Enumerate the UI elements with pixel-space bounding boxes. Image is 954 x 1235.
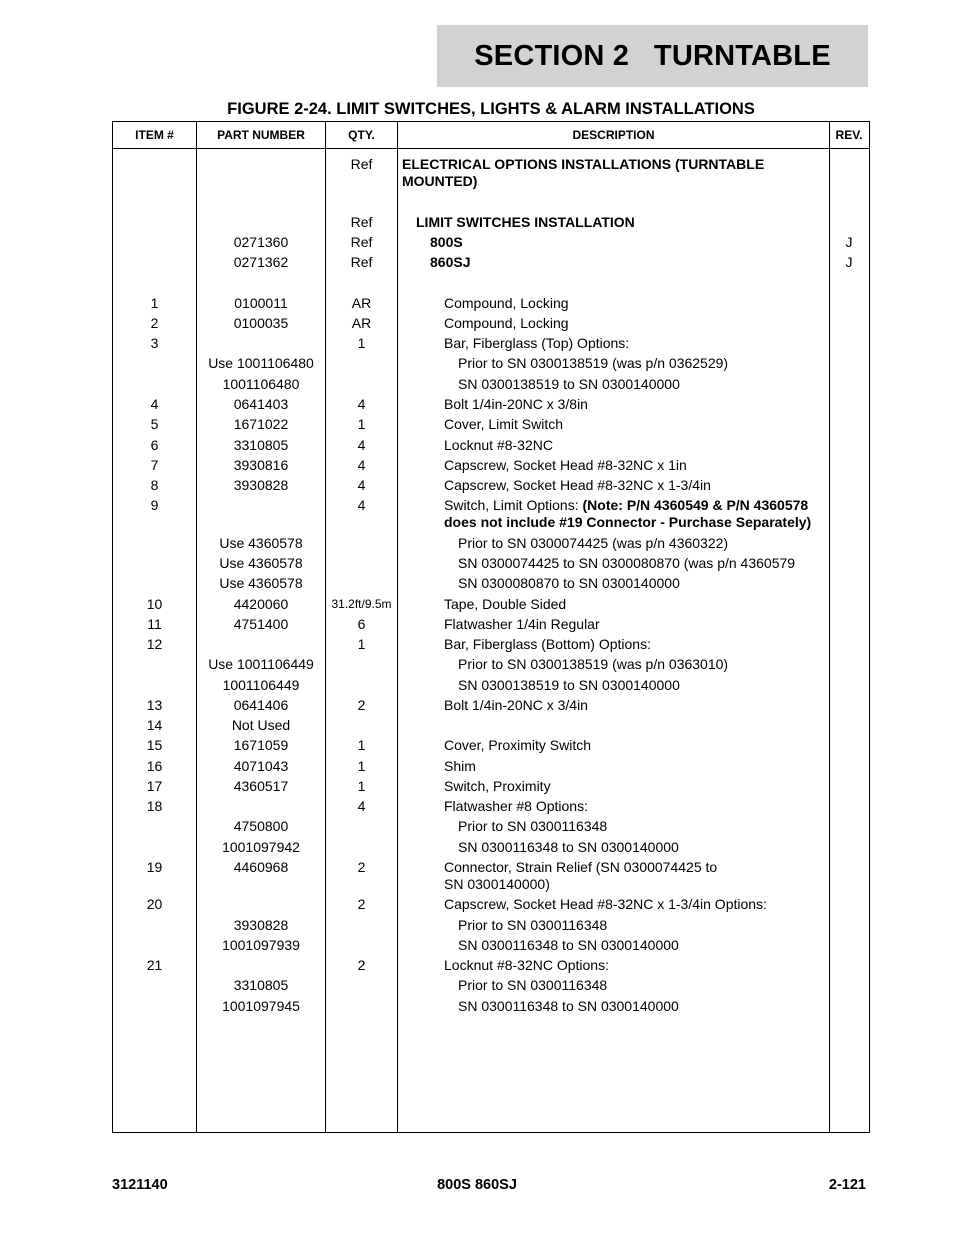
section-header: [437, 25, 868, 87]
part-number-cell: 1671059: [233, 737, 289, 753]
item-number-cell: 13: [146, 697, 163, 713]
description-text: Cover, Limit Switch: [444, 416, 564, 432]
qty-cell: 1: [357, 416, 366, 432]
part-number-cell: 1001097939: [222, 937, 300, 953]
description-cell: [416, 214, 796, 231]
description-text: Prior to SN 0300116348: [458, 917, 608, 933]
part-number-cell: 0271360: [233, 234, 289, 250]
header-description: DESCRIPTION: [572, 128, 655, 142]
part-number-cell: 1001106480: [222, 376, 300, 392]
item-number-cell: 14: [146, 717, 163, 733]
column-divider: [397, 122, 398, 1132]
description-cell: [458, 555, 818, 572]
description-text: Locknut #8-32NC: [444, 437, 553, 453]
rev-cell: J: [845, 254, 853, 270]
part-number-cell: Use 4360578: [219, 535, 303, 551]
item-number-cell: 5: [150, 416, 159, 432]
description-text: SN 0300138519 to SN 0300140000: [458, 376, 680, 392]
description-cell: [444, 596, 824, 613]
header-divider: [113, 148, 869, 149]
description-cell: [444, 896, 824, 913]
section-title: TURNTABLE: [653, 39, 831, 72]
description-cell: [444, 758, 824, 775]
description-cell: [458, 818, 788, 835]
item-number-cell: 10: [146, 596, 163, 612]
part-number-cell: 3930828: [233, 477, 289, 493]
qty-cell: 4: [357, 437, 366, 453]
description-cell: [458, 376, 778, 393]
qty-cell: 1: [357, 636, 366, 652]
qty-cell: 4: [357, 477, 366, 493]
part-number-cell: Use 4360578: [219, 555, 303, 571]
part-number-cell: 1671022: [233, 416, 289, 432]
description-cell: [458, 535, 788, 552]
description-text: Cover, Proximity Switch: [444, 737, 592, 753]
description-cell: [458, 937, 788, 954]
description-cell: [458, 839, 788, 856]
description-cell: [430, 254, 810, 271]
qty-cell: 2: [357, 859, 366, 875]
description-cell: [458, 998, 788, 1015]
description-text: Prior to SN 0300116348: [458, 818, 608, 834]
description-text: 860SJ: [430, 254, 471, 270]
part-number-cell: Use 1001106480: [208, 355, 314, 371]
qty-cell: Ref: [350, 214, 373, 230]
description-text: Prior to SN 0300074425 (was p/n 4360322): [458, 535, 729, 551]
item-number-cell: 2: [150, 315, 159, 331]
part-number-cell: 1001106449: [222, 677, 300, 693]
description-text: SN 0300074425 to SN 0300080870 (was p/n 4360579: [458, 555, 796, 571]
description-cell: [444, 416, 824, 433]
item-number-cell: 3: [150, 335, 159, 351]
header-part-number: PART NUMBER: [217, 128, 305, 142]
description-text: LIMIT SWITCHES INSTALLATION: [416, 214, 635, 230]
item-number-cell: 20: [146, 896, 163, 912]
qty-cell: 1: [357, 335, 366, 351]
description-cell: [402, 156, 782, 190]
description-cell: [444, 315, 824, 332]
description-cell: [444, 497, 816, 531]
description-cell: [444, 636, 824, 653]
description-cell: [458, 656, 788, 673]
description-cell: [458, 355, 778, 372]
description-text: SN 0300116348 to SN 0300140000: [458, 839, 679, 855]
description-cell: [444, 437, 824, 454]
description-text: Tape, Double Sided: [444, 596, 567, 612]
parts-table: [112, 121, 870, 1133]
description-text: SN 0300138519 to SN 0300140000: [458, 677, 680, 693]
description-text: Bar, Fiberglass (Bottom) Options:: [444, 636, 651, 652]
part-number-cell: 1001097942: [222, 839, 300, 855]
description-text: Locknut #8-32NC Options:: [444, 957, 609, 973]
qty-cell: 1: [357, 737, 366, 753]
description-cell: [444, 697, 824, 714]
description-cell: [458, 977, 788, 994]
description-text: Capscrew, Socket Head #8-32NC x 1-3/4in: [444, 477, 711, 493]
part-number-cell: Not Used: [231, 717, 291, 733]
qty-cell: 31.2ft/9.5m: [331, 597, 392, 611]
part-number-cell: 4360517: [233, 778, 289, 794]
header-qty: QTY.: [348, 128, 375, 142]
description-text: Bar, Fiberglass (Top) Options:: [444, 335, 630, 351]
description-cell: [444, 295, 824, 312]
qty-cell: 1: [357, 778, 366, 794]
part-number-cell: 4071043: [233, 758, 289, 774]
qty-cell: 4: [357, 457, 366, 473]
footer-doc-number: 3121140: [112, 1177, 168, 1193]
description-text: 800S: [430, 234, 463, 250]
part-number-cell: 3310805: [233, 977, 289, 993]
part-number-cell: 4751400: [233, 616, 289, 632]
description-text: Compound, Locking: [444, 295, 569, 311]
description-text: Compound, Locking: [444, 315, 569, 331]
description-cell: [430, 234, 810, 251]
part-number-cell: 0100011: [234, 295, 288, 311]
item-number-cell: 4: [150, 396, 159, 412]
item-number-cell: 11: [147, 616, 162, 632]
description-text: Switch, Limit Options:: [444, 497, 583, 513]
part-number-cell: Use 4360578: [219, 575, 303, 591]
part-number-cell: 0641406: [233, 697, 289, 713]
description-text: Flatwasher 1/4in Regular: [444, 616, 600, 632]
description-cell: [444, 778, 824, 795]
description-text: Bolt 1/4in-20NC x 3/8in: [444, 396, 588, 412]
rev-cell: J: [845, 234, 853, 250]
part-number-cell: 4460968: [233, 859, 289, 875]
qty-cell: 4: [357, 497, 366, 513]
description-text: Capscrew, Socket Head #8-32NC x 1in: [444, 457, 687, 473]
description-text: Prior to SN 0300138519 (was p/n 0362529): [458, 355, 729, 371]
part-number-cell: 3930828: [233, 917, 289, 933]
part-number-cell: 3930816: [233, 457, 289, 473]
description-text: SN 0300116348 to SN 0300140000: [458, 998, 679, 1014]
item-number-cell: 17: [146, 778, 163, 794]
qty-cell: AR: [351, 315, 372, 331]
part-number-cell: Use 1001106449: [208, 656, 314, 672]
description-text: Connector, Strain Relief (SN 0300074425 to SN 0300140000): [444, 859, 718, 892]
part-number-cell: 4750800: [233, 818, 289, 834]
part-number-cell: 0271362: [233, 254, 289, 270]
qty-cell: Ref: [350, 156, 373, 172]
qty-cell: 2: [357, 957, 366, 973]
item-number-cell: 19: [146, 859, 163, 875]
description-text: Flatwasher #8 Options:: [444, 798, 588, 814]
item-number-cell: 8: [150, 477, 159, 493]
description-cell: [458, 677, 788, 694]
description-text: Capscrew, Socket Head #8-32NC x 1-3/4in Options:: [444, 896, 767, 912]
description-cell: [444, 737, 824, 754]
part-number-cell: 0641403: [233, 396, 289, 412]
item-number-cell: 18: [146, 798, 163, 814]
description-cell: [458, 917, 788, 934]
item-number-cell: 15: [146, 737, 163, 753]
item-number-cell: 12: [146, 636, 163, 652]
part-number-cell: 1001097945: [222, 998, 300, 1014]
column-divider: [829, 122, 830, 1132]
description-cell: [444, 335, 824, 352]
section-label: SECTION 2: [474, 39, 630, 72]
qty-cell: 4: [357, 798, 366, 814]
description-cell: [444, 477, 824, 494]
description-note: (Note: P/N 4360549 & P/N 4360578 does not include #19 Connector - Purchase Separately): [444, 497, 812, 530]
footer-page-number: 2-121: [828, 1177, 866, 1193]
qty-cell: 1: [357, 758, 366, 774]
description-cell: [444, 396, 824, 413]
description-text: Prior to SN 0300116348: [458, 977, 608, 993]
item-number-cell: 6: [150, 437, 159, 453]
description-text: Switch, Proximity: [444, 778, 551, 794]
item-number-cell: 7: [150, 457, 159, 473]
part-number-cell: 0100035: [233, 315, 289, 331]
footer-model: 800S 860SJ: [437, 1177, 517, 1193]
qty-cell: 2: [357, 896, 366, 912]
description-cell: [444, 957, 824, 974]
description-cell: [444, 616, 824, 633]
part-number-cell: 4420060: [233, 596, 289, 612]
qty-cell: 4: [357, 396, 366, 412]
qty-cell: Ref: [350, 254, 373, 270]
description-text: Prior to SN 0300138519 (was p/n 0363010): [458, 656, 729, 672]
description-text: SN 0300116348 to SN 0300140000: [458, 937, 679, 953]
header-rev: REV.: [835, 128, 863, 142]
description-text: Bolt 1/4in-20NC x 3/4in: [444, 697, 588, 713]
qty-cell: 2: [357, 697, 366, 713]
description-cell: [444, 457, 824, 474]
item-number-cell: 9: [150, 497, 159, 513]
part-number-cell: 3310805: [233, 437, 289, 453]
description-text: SN 0300080870 to SN 0300140000: [458, 575, 680, 591]
item-number-cell: 16: [146, 758, 163, 774]
item-number-cell: 21: [146, 957, 163, 973]
qty-cell: Ref: [350, 234, 373, 250]
description-text: ELECTRICAL OPTIONS INSTALLATIONS (TURNTABLE MOUNTED): [402, 156, 765, 189]
description-cell: [444, 859, 734, 893]
description-cell: [444, 798, 824, 815]
item-number-cell: 1: [150, 295, 159, 311]
header-item: ITEM #: [135, 128, 174, 142]
qty-cell: AR: [351, 295, 372, 311]
description-cell: [458, 575, 788, 592]
figure-title: FIGURE 2-24. LIMIT SWITCHES, LIGHTS & ALARM INSTALLATIONS: [227, 100, 755, 118]
description-text: Shim: [444, 758, 476, 774]
qty-cell: 6: [357, 616, 366, 632]
